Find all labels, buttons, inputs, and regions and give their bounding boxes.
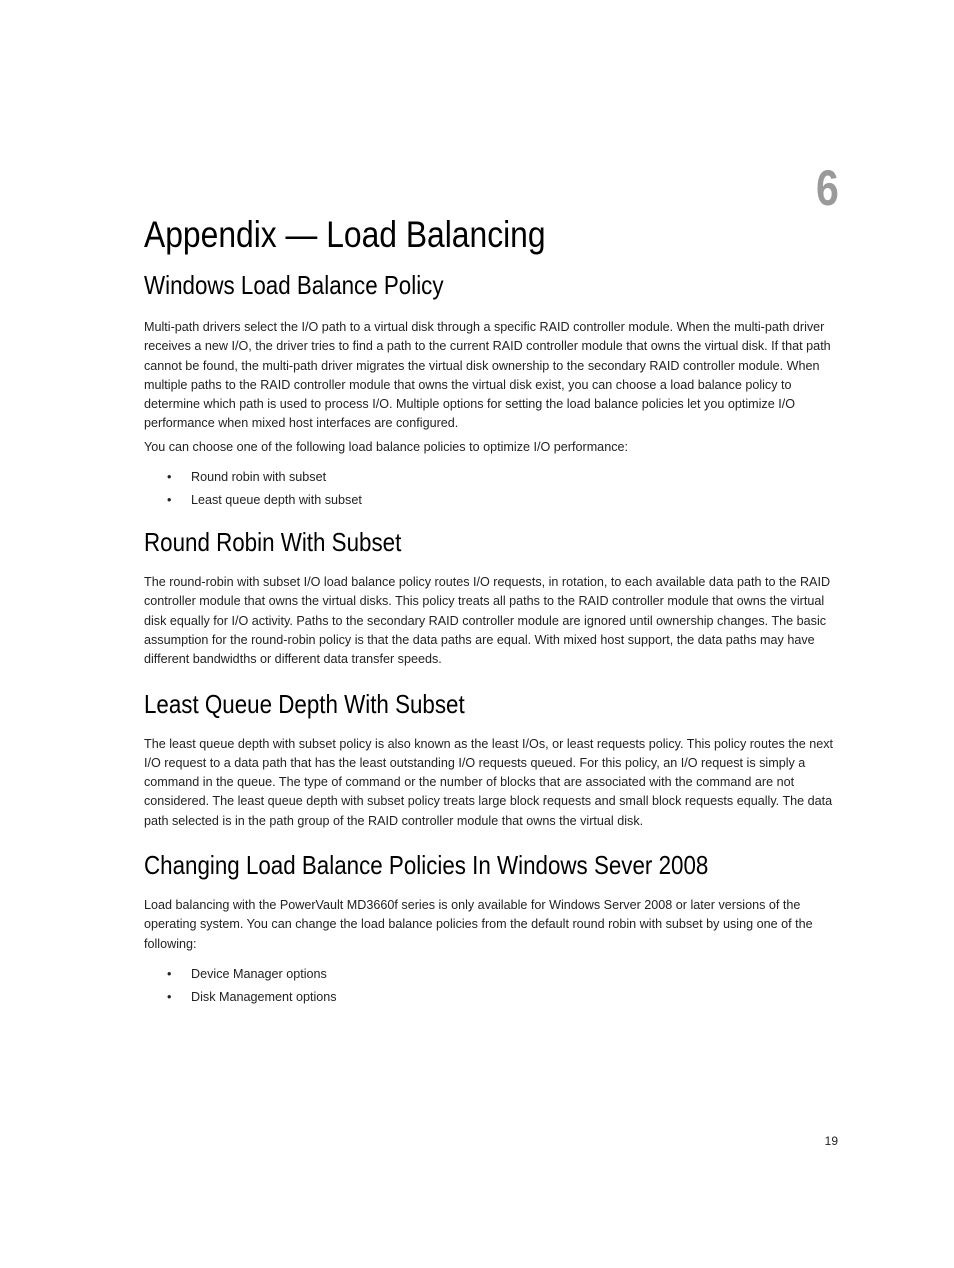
list-item-label: Device Manager options [191,966,327,981]
bullet-icon: • [167,966,172,981]
section-heading-round-robin-with-subset: Round Robin With Subset [144,527,402,558]
windows-policy-paragraph-2: You can choose one of the following load balance policies to optimize I/O performance: [144,439,628,454]
section-heading-windows-load-balance-policy: Windows Load Balance Policy [144,270,444,300]
page-number: 19 [824,1134,838,1148]
round-robin-paragraph: The round-robin with subset I/O load balance policy routes I/O requests, in rotation, to each available data path to the RAID controller module that owns the virtual disks. This policy treats all paths to the RAID controller module that owns the virtual disk equally for I/O activity. Paths to the secondary RAID controller module are ignored until ownership changes. The basic assumption for the round-robin policy is that the data paths are equal. With mixed host support, the data paths may have different bandwidths or different data transfer speeds. [144,575,831,667]
section-heading-changing-load-balance-policies: Changing Load Balance Policies In Windows Sever 2008 [144,850,709,881]
bullet-icon: • [167,470,172,485]
bullet-icon: • [167,989,172,1004]
load-balance-policy-list [144,466,838,512]
list-item [144,466,838,489]
chapter-number: 6 [816,160,839,216]
windows-policy-paragraph-1: Multi-path drivers select the I/O path to a virtual disk through a specific RAID controller module. When the multi-path driver receives a new I/O, the driver tries to find a path to the current RAID controller module that owns the virtual disk. If that path cannot be found, the multi-path driver migrates the virtual disk ownership to the secondary RAID controller module. When multiple paths to the RAID controller module that owns the virtual disk exist, you can choose a load balance policy to determine which path is used to process I/O. Multiple options for setting the load balance policies let you optimize I/O performance when mixed host interfaces are configured. [144,320,831,431]
section-heading-least-queue-depth-with-subset: Least Queue Depth With Subset [144,688,465,719]
list-item-label: Round robin with subset [191,470,327,485]
least-queue-paragraph: The least queue depth with subset policy is also known as the least I/Os, or least requests policy. This policy routes the next I/O request to a data path that has the least outstanding I/O requests queued. For this policy, an I/O request is simply a command in the queue. The type of command or the number of blocks that are associated with the command are not considered. The least queue depth with subset policy treats large block requests and small block requests equally. The data path selected is in the path group of the RAID controller module that owns the virtual disk. [144,736,834,828]
list-item-label: Least queue depth with subset [191,493,362,508]
chapter-title: Appendix — Load Balancing [144,214,546,255]
list-item-label: Disk Management options [191,989,337,1004]
changing-policies-paragraph: Load balancing with the PowerVault MD3660f series is only available for Windows Server 2008 or later versions of the operating system. You can change the load balance policies from the default round robin with subset by using one of the following: [144,898,813,951]
bullet-icon: • [167,493,172,508]
list-item [144,986,838,1009]
page-content [144,212,838,1009]
change-options-list [144,963,838,1009]
list-item [144,489,838,512]
list-item [144,963,838,986]
